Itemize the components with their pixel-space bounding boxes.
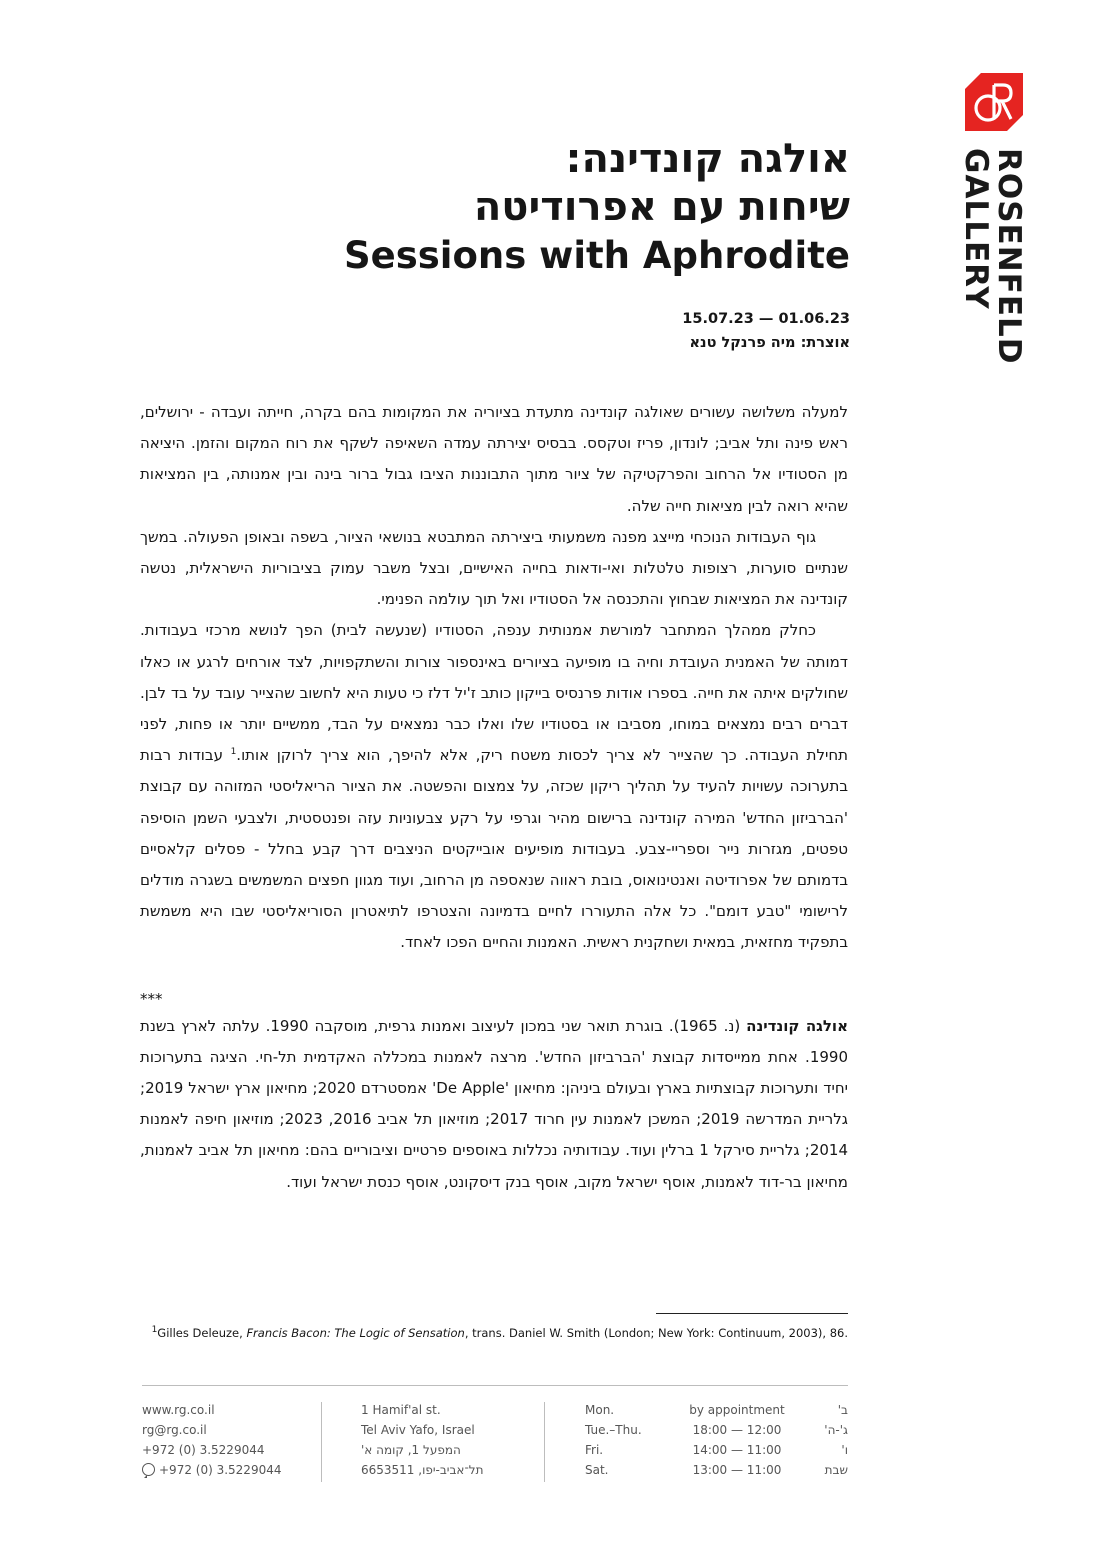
title-block bbox=[150, 135, 850, 355]
title-english: Sessions with Aphrodite bbox=[344, 234, 850, 277]
hours-day-he: ו' bbox=[841, 1443, 848, 1457]
footer-address bbox=[361, 1400, 483, 1480]
footnote-divider bbox=[656, 1313, 848, 1314]
footer-divider bbox=[142, 1385, 848, 1386]
hours-row bbox=[585, 1400, 848, 1420]
footer-contact bbox=[142, 1400, 281, 1480]
phone-number[interactable]: +972 (0) 3.5229044 bbox=[142, 1443, 265, 1457]
whatsapp-contact[interactable] bbox=[142, 1460, 281, 1480]
hours-time: 13:00 — 11:00 bbox=[692, 1463, 782, 1477]
footnote-author: Gilles Deleuze, bbox=[157, 1326, 247, 1340]
hours-day-he: שבת bbox=[824, 1463, 848, 1477]
artist-bio bbox=[140, 1011, 848, 1198]
email-link[interactable]: rg@rg.co.il bbox=[142, 1423, 207, 1437]
hours-row bbox=[585, 1460, 848, 1480]
address-en-line-2: Tel Aviv Yafo, Israel bbox=[361, 1423, 475, 1437]
address-he-line-1: המפעל 1, קומה א' bbox=[361, 1443, 461, 1457]
hours-day-en: Sat. bbox=[585, 1463, 609, 1477]
footnote-number: 1 bbox=[151, 1325, 158, 1336]
hours-day-en: Fri. bbox=[585, 1443, 604, 1457]
title-hebrew: שיחות עם אפרודיטה bbox=[473, 184, 850, 230]
hours-row bbox=[585, 1440, 848, 1460]
artist-bio-name: אולגה קונדינה bbox=[746, 1016, 848, 1035]
footnote-book-title: Francis Bacon: The Logic of Sensation bbox=[246, 1326, 465, 1340]
hours-time: 18:00 — 12:00 bbox=[692, 1423, 782, 1437]
gallery-logo bbox=[965, 73, 1023, 131]
footnote bbox=[140, 1325, 848, 1341]
whatsapp-number: +972 (0) 3.5229044 bbox=[159, 1463, 282, 1477]
paragraph-3-part-1: כחלק ממהלך המתחבר למורשת אמנותית ענפה, הסטודיו (שנעשה לבית) הפך לנושא מרכזי בעבודות. דמותה של האמנית העובדת וחיה בו מופיעה בציורים באינספור צורות והשתקפויות, לצד אורחים לרגע או כאלו שחולקים איתה את חייה. בספרו אודות פרנסיס בייקון כותב ז'יל דלז כי טעות היא לחשוב שהצייר עובד על בד לבן. דברים רבים נמצאים במוחו, מסביבו או בסטודיו שלו ואלו כבר נמצאים על הבד, ממשיים יותר או פחות, לפני תחילת העבודה. כך שהצייר לא צריך לכסות משטח ריק, אלא להיפך, הוא צריך לרוקן אותו. bbox=[140, 621, 848, 765]
hours-day-en: Mon. bbox=[585, 1403, 615, 1417]
artist-bio-text: (נ. 1965). בוגרת תואר שני במכון לעיצוב ואמנות גרפית, מוסקבה 1990. עלתה לארץ בשנת 1990. אחת ממייסדות קבוצת 'הברביזון החדש'. מרצה לאמנות במכללה האקדמית תל-חי. הציגה בתערוכות יחיד ותערוכות קבוצתיות בארץ ובעולם ביניהן: מחיאון 'De Apple' אמסטרדם 2020; מחיאון ארץ ישראל 2019; גלריית המדרשה 2019; המשכן לאמנות עין חרוד 2017; מוזיאון תל אביב 2016, 2023; מוזיאון חיפה לאמנות 2014; גלריית סירקל 1 ברלין ועוד. עבודותיה נכללות באוספים פרטיים וציבוריים בהם: מחיאון תל אביב לאמנות, מחיאון בר-דוד לאמנות, אוסף ישראל מקוב, אוסף בנק דיסקונט, אוסף כנסת ישראל ועוד. bbox=[140, 1016, 849, 1191]
title-artist: אולגה קונדינה: bbox=[565, 136, 850, 182]
hours-day-en: Tue.–Thu. bbox=[585, 1423, 642, 1437]
section-separator: *** bbox=[140, 989, 163, 1008]
article-body bbox=[140, 397, 848, 1198]
hours-day-he: ב' bbox=[837, 1403, 848, 1417]
footnote-publication: , trans. Daniel W. Smith (London; New York: Continuum, 2003), 86. bbox=[464, 1326, 848, 1340]
website-link[interactable]: www.rg.co.il bbox=[142, 1403, 215, 1417]
whatsapp-icon bbox=[142, 1463, 155, 1476]
paragraph-1: למעלה משלושה עשורים שאולגה קונדינה מתעדת בציוריה את המקומות בהם בקרה, חייתה ועבדה - ירושלים, ראש פינה ותל אביב; לונדון, פריז וטקסס. בבסיס יצירתה עמדה השאיפה לשקף את רוח המקום והזמן. היציאה מן הסטודיו אל הרחוב והפרקטיקה של ציור מתוך התבוננות הציבו גבול ברור בינה ובין אמנותה, בין המציאות שהיא רואה לבין מציאות חייה שלה. bbox=[140, 403, 848, 515]
curator: אוצרת: מיה פרנקל טנא bbox=[689, 335, 850, 351]
paragraph-3 bbox=[140, 615, 848, 958]
footer bbox=[142, 1400, 848, 1490]
exhibition-dates: 15.07.23 — 01.06.23 bbox=[682, 311, 850, 327]
paragraph-2: גוף העבודות הנוכחי מייצג מפנה משמעותי ביצירתה המתבטא בנושאי הציור, בשפה ובאופן הפעולה. במשך שנתיים סוערות, רצופות טלטלות ואי-ודאות בחייה האישיים, ובצל משבר עמוק בציבוריות הישראלית, נטשה קונדינה את המציאות שבחוץ והתכנסה אל הסטודיו ואל תוך עולמה הפנימי. bbox=[140, 527, 848, 609]
address-he-line-2: תל־אביב-יפו, 6653511 bbox=[361, 1463, 484, 1477]
footer-opening-hours bbox=[585, 1400, 848, 1480]
address-en-line-1: 1 Hamif'al st. bbox=[361, 1403, 441, 1417]
paragraph-3-part-2: עבודות רבות בתערוכה עשויות להעיד על תהליך ריקון שכזה, על צמצום והפשטה. את הציור הריאליסטי המזוהה עם קבוצת 'הברביזון החדש' המירה קונדינה ברישום מהיר וגרפי על רקע צבעוניות עזה ופנטסטית, ולצבעי השמן הוסיפה טפטים, מגזרות נייר וספריי-צבע. בעבודות מופיעים אובייקטים הניצבים דרך קבע בחלל - פסלים קלאסיים בדמותם של אפרודיטה ואנטינואוס, בובת ראווה שנאספה מן הרחוב, ועוד מגוון חפצים המשמשים בשגרה מודלים לרישומי "טבע דומם". כל אלה התעוררו לחיים בדמיונה והצטרפו לתיאטרון הסוריאליסטי שבו היא משמשת בתפקיד מחזאית, במאית ושחקנית ראשית. האמנות והחיים הפכו לאחד. bbox=[140, 746, 848, 952]
gallery-name: ROSENFELD GALLERY bbox=[958, 148, 1027, 365]
hours-day-he: ג'-ה' bbox=[824, 1423, 848, 1437]
hours-time: by appointment bbox=[689, 1403, 785, 1417]
footnote-marker[interactable]: 1 bbox=[230, 747, 237, 758]
hours-row bbox=[585, 1420, 848, 1440]
hours-time: 14:00 — 11:00 bbox=[692, 1443, 782, 1457]
rg-logo-icon bbox=[965, 73, 1023, 131]
